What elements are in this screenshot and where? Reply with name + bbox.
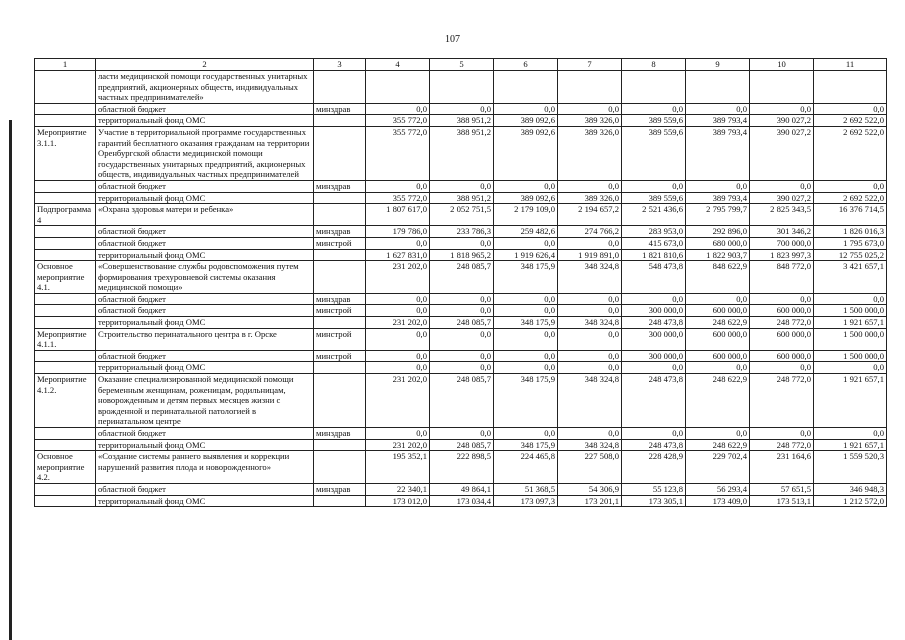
amount-cell: 2 692 522,0 <box>814 126 887 180</box>
amount-cell: 388 951,2 <box>430 126 494 180</box>
table-row <box>35 305 887 317</box>
amount-cell: 0,0 <box>750 103 814 115</box>
amount-cell: 0,0 <box>430 237 494 249</box>
amount-cell: 1 921 657,1 <box>814 374 887 428</box>
description-cell: областной бюджет <box>96 428 314 440</box>
activity-code-cell: Мероприятие 4.1.2. <box>35 374 96 428</box>
amount-cell: 600 000,0 <box>686 305 750 317</box>
table-row <box>35 374 887 428</box>
executor-cell <box>314 249 366 261</box>
table-row <box>35 483 887 495</box>
amount-cell: 0,0 <box>494 350 558 362</box>
amount-cell: 0,0 <box>494 362 558 374</box>
amount-cell: 700 000,0 <box>750 237 814 249</box>
activity-code-cell <box>35 237 96 249</box>
amount-cell: 248 473,8 <box>622 439 686 451</box>
amount-cell: 248 085,7 <box>430 439 494 451</box>
amount-cell: 600 000,0 <box>750 305 814 317</box>
activity-code-cell <box>35 103 96 115</box>
activity-code-cell: Мероприятие 3.1.1. <box>35 126 96 180</box>
table-body <box>35 71 887 507</box>
amount-cell: 0,0 <box>558 428 622 440</box>
amount-cell: 0,0 <box>494 293 558 305</box>
amount-cell: 1 823 997,3 <box>750 249 814 261</box>
amount-cell: 274 766,2 <box>558 226 622 238</box>
amount-cell: 231 164,6 <box>750 451 814 484</box>
amount-cell: 0,0 <box>558 362 622 374</box>
amount-cell <box>686 71 750 104</box>
description-cell: областной бюджет <box>96 350 314 362</box>
amount-cell: 389 559,6 <box>622 126 686 180</box>
amount-cell: 0,0 <box>750 428 814 440</box>
amount-cell: 248 772,0 <box>750 317 814 329</box>
description-cell: областной бюджет <box>96 180 314 192</box>
executor-cell: минстрой <box>314 237 366 249</box>
header-cell: 2 <box>96 59 314 71</box>
amount-cell: 0,0 <box>622 293 686 305</box>
table-row <box>35 237 887 249</box>
amount-cell: 355 772,0 <box>366 192 430 204</box>
amount-cell: 231 202,0 <box>366 261 430 294</box>
executor-cell: минстрой <box>314 350 366 362</box>
amount-cell: 231 202,0 <box>366 374 430 428</box>
amount-cell: 389 092,6 <box>494 192 558 204</box>
amount-cell: 2 692 522,0 <box>814 192 887 204</box>
amount-cell: 848 772,0 <box>750 261 814 294</box>
activity-code-cell <box>35 362 96 374</box>
description-cell: территориальный фонд ОМС <box>96 317 314 329</box>
amount-cell: 1 500 000,0 <box>814 350 887 362</box>
executor-cell <box>314 115 366 127</box>
executor-cell <box>314 261 366 294</box>
header-cell: 9 <box>686 59 750 71</box>
amount-cell: 300 000,0 <box>622 305 686 317</box>
amount-cell: 1 921 657,1 <box>814 317 887 329</box>
amount-cell: 22 340,1 <box>366 483 430 495</box>
header-cell: 4 <box>366 59 430 71</box>
executor-cell: минздрав <box>314 103 366 115</box>
header-row <box>35 59 887 71</box>
description-cell: «Создание системы раннего выявления и коррекции нарушений развития плода и новорожденного» <box>96 451 314 484</box>
amount-cell: 173 097,3 <box>494 495 558 507</box>
amount-cell: 1 821 810,6 <box>622 249 686 261</box>
table-row <box>35 71 887 104</box>
amount-cell: 248 772,0 <box>750 439 814 451</box>
amount-cell: 173 513,1 <box>750 495 814 507</box>
description-cell: территориальный фонд ОМС <box>96 192 314 204</box>
executor-cell <box>314 362 366 374</box>
header-cell: 11 <box>814 59 887 71</box>
amount-cell: 348 175,9 <box>494 374 558 428</box>
amount-cell: 173 012,0 <box>366 495 430 507</box>
amount-cell: 0,0 <box>558 103 622 115</box>
executor-cell <box>314 439 366 451</box>
amount-cell: 0,0 <box>494 428 558 440</box>
amount-cell: 600 000,0 <box>686 328 750 350</box>
amount-cell: 222 898,5 <box>430 451 494 484</box>
amount-cell: 57 651,5 <box>750 483 814 495</box>
table-row <box>35 293 887 305</box>
amount-cell: 348 175,9 <box>494 439 558 451</box>
amount-cell: 0,0 <box>494 180 558 192</box>
amount-cell: 388 951,2 <box>430 115 494 127</box>
amount-cell: 548 473,8 <box>622 261 686 294</box>
amount-cell: 355 772,0 <box>366 115 430 127</box>
activity-code-cell <box>35 293 96 305</box>
table-row <box>35 451 887 484</box>
amount-cell: 301 346,2 <box>750 226 814 238</box>
amount-cell: 0,0 <box>814 180 887 192</box>
amount-cell: 389 326,0 <box>558 126 622 180</box>
amount-cell: 248 085,7 <box>430 374 494 428</box>
amount-cell: 0,0 <box>366 103 430 115</box>
table-row <box>35 204 887 226</box>
table-row <box>35 428 887 440</box>
executor-cell <box>314 451 366 484</box>
header-cell: 3 <box>314 59 366 71</box>
table-row <box>35 192 887 204</box>
activity-code-cell <box>35 226 96 238</box>
amount-cell: 389 793,4 <box>686 126 750 180</box>
executor-cell <box>314 495 366 507</box>
activity-code-cell <box>35 495 96 507</box>
header-cell: 5 <box>430 59 494 71</box>
amount-cell: 2 795 799,7 <box>686 204 750 226</box>
amount-cell: 12 755 025,2 <box>814 249 887 261</box>
amount-cell: 259 482,6 <box>494 226 558 238</box>
amount-cell: 0,0 <box>366 237 430 249</box>
amount-cell: 173 034,4 <box>430 495 494 507</box>
executor-cell: минздрав <box>314 180 366 192</box>
amount-cell: 55 123,8 <box>622 483 686 495</box>
amount-cell: 0,0 <box>558 350 622 362</box>
amount-cell: 0,0 <box>494 103 558 115</box>
amount-cell: 0,0 <box>558 293 622 305</box>
amount-cell: 348 324,8 <box>558 374 622 428</box>
amount-cell: 231 202,0 <box>366 317 430 329</box>
amount-cell: 389 092,6 <box>494 115 558 127</box>
executor-cell: минздрав <box>314 226 366 238</box>
table-row <box>35 261 887 294</box>
amount-cell: 248 622,9 <box>686 374 750 428</box>
amount-cell: 0,0 <box>814 428 887 440</box>
table-row <box>35 115 887 127</box>
amount-cell: 231 202,0 <box>366 439 430 451</box>
amount-cell: 0,0 <box>814 293 887 305</box>
executor-cell <box>314 374 366 428</box>
amount-cell: 415 673,0 <box>622 237 686 249</box>
amount-cell: 348 324,8 <box>558 317 622 329</box>
amount-cell: 680 000,0 <box>686 237 750 249</box>
description-cell: областной бюджет <box>96 293 314 305</box>
amount-cell: 0,0 <box>430 180 494 192</box>
amount-cell: 1 822 903,7 <box>686 249 750 261</box>
amount-cell: 389 326,0 <box>558 192 622 204</box>
amount-cell: 390 027,2 <box>750 126 814 180</box>
amount-cell: 248 473,8 <box>622 374 686 428</box>
table-row <box>35 126 887 180</box>
amount-cell: 389 559,6 <box>622 115 686 127</box>
executor-cell: минстрой <box>314 328 366 350</box>
amount-cell: 49 864,1 <box>430 483 494 495</box>
amount-cell: 0,0 <box>366 328 430 350</box>
amount-cell: 348 175,9 <box>494 317 558 329</box>
amount-cell: 1 919 626,4 <box>494 249 558 261</box>
amount-cell <box>814 71 887 104</box>
amount-cell: 248 772,0 <box>750 374 814 428</box>
activity-code-cell <box>35 439 96 451</box>
table-row <box>35 362 887 374</box>
amount-cell: 389 793,4 <box>686 115 750 127</box>
amount-cell: 51 368,5 <box>494 483 558 495</box>
table-row <box>35 328 887 350</box>
amount-cell: 1 500 000,0 <box>814 305 887 317</box>
amount-cell: 16 376 714,5 <box>814 204 887 226</box>
amount-cell: 1 559 520,3 <box>814 451 887 484</box>
amount-cell: 0,0 <box>430 428 494 440</box>
amount-cell: 0,0 <box>750 293 814 305</box>
amount-cell: 389 326,0 <box>558 115 622 127</box>
executor-cell: минздрав <box>314 428 366 440</box>
amount-cell: 0,0 <box>622 428 686 440</box>
amount-cell: 56 293,4 <box>686 483 750 495</box>
amount-cell: 292 896,0 <box>686 226 750 238</box>
amount-cell: 54 306,9 <box>558 483 622 495</box>
amount-cell: 0,0 <box>366 428 430 440</box>
amount-cell: 0,0 <box>558 305 622 317</box>
amount-cell: 3 421 657,1 <box>814 261 887 294</box>
amount-cell: 0,0 <box>750 180 814 192</box>
description-cell: территориальный фонд ОМС <box>96 115 314 127</box>
amount-cell: 233 786,3 <box>430 226 494 238</box>
amount-cell <box>750 71 814 104</box>
amount-cell: 248 473,8 <box>622 317 686 329</box>
table-row <box>35 226 887 238</box>
amount-cell: 0,0 <box>558 328 622 350</box>
header-cell: 8 <box>622 59 686 71</box>
activity-code-cell: Основное мероприятие 4.2. <box>35 451 96 484</box>
header-cell: 1 <box>35 59 96 71</box>
description-cell: территориальный фонд ОМС <box>96 439 314 451</box>
amount-cell: 600 000,0 <box>686 350 750 362</box>
amount-cell: 0,0 <box>622 180 686 192</box>
amount-cell: 0,0 <box>430 305 494 317</box>
activity-code-cell <box>35 192 96 204</box>
amount-cell: 848 622,9 <box>686 261 750 294</box>
description-cell: «Совершенствование службы родовспоможения путем формирования трехуровневой системы оказания медицинской помощи» <box>96 261 314 294</box>
amount-cell: 2 521 436,6 <box>622 204 686 226</box>
amount-cell: 0,0 <box>494 237 558 249</box>
amount-cell: 0,0 <box>366 350 430 362</box>
executor-cell <box>314 192 366 204</box>
amount-cell: 0,0 <box>686 103 750 115</box>
table-row <box>35 350 887 362</box>
activity-code-cell: Основное мероприятие 4.1. <box>35 261 96 294</box>
amount-cell: 0,0 <box>430 103 494 115</box>
budget-table <box>34 58 887 507</box>
executor-cell: минздрав <box>314 293 366 305</box>
table-row <box>35 439 887 451</box>
executor-cell <box>314 204 366 226</box>
amount-cell: 229 702,4 <box>686 451 750 484</box>
executor-cell <box>314 317 366 329</box>
amount-cell: 0,0 <box>366 293 430 305</box>
amount-cell: 0,0 <box>430 350 494 362</box>
amount-cell <box>622 71 686 104</box>
amount-cell: 248 622,9 <box>686 439 750 451</box>
amount-cell: 2 052 751,5 <box>430 204 494 226</box>
description-cell: Участие в территориальной программе государственных гарантий бесплатного оказания гражданам на территории Оренбургской области медицинской помощи государственных унитарных предприятий, акционерных обществ, индивидуальных частных предпринимателей <box>96 126 314 180</box>
description-cell: областной бюджет <box>96 237 314 249</box>
description-cell: территориальный фонд ОМС <box>96 249 314 261</box>
amount-cell: 228 428,9 <box>622 451 686 484</box>
amount-cell: 0,0 <box>430 362 494 374</box>
description-cell: Строительство перинатального центра в г. Орске <box>96 328 314 350</box>
amount-cell: 195 352,1 <box>366 451 430 484</box>
amount-cell: 348 324,8 <box>558 261 622 294</box>
amount-cell <box>430 71 494 104</box>
amount-cell: 0,0 <box>686 428 750 440</box>
executor-cell: минстрой <box>314 305 366 317</box>
description-cell: областной бюджет <box>96 103 314 115</box>
amount-cell: 173 201,1 <box>558 495 622 507</box>
table-row <box>35 180 887 192</box>
amount-cell: 0,0 <box>750 362 814 374</box>
description-cell: областной бюджет <box>96 305 314 317</box>
description-cell: «Охрана здоровья матери и ребенка» <box>96 204 314 226</box>
amount-cell: 1 826 016,3 <box>814 226 887 238</box>
amount-cell: 248 085,7 <box>430 261 494 294</box>
amount-cell: 0,0 <box>686 180 750 192</box>
amount-cell: 1 919 891,0 <box>558 249 622 261</box>
amount-cell: 227 508,0 <box>558 451 622 484</box>
amount-cell: 0,0 <box>558 237 622 249</box>
amount-cell: 0,0 <box>430 328 494 350</box>
description-cell: областной бюджет <box>96 226 314 238</box>
description-cell: территориальный фонд ОМС <box>96 362 314 374</box>
amount-cell: 248 622,9 <box>686 317 750 329</box>
executor-cell <box>314 71 366 104</box>
description-cell: Оказание специализированной медицинской помощи беременным женщинам, роженицам, родильницам, новорожденным и детям первых месяцев жизни с врожденной и перинатальной патологией в перинатальном центре <box>96 374 314 428</box>
description-cell: территориальный фонд ОМС <box>96 495 314 507</box>
page-number: 107 <box>445 34 460 45</box>
amount-cell: 0,0 <box>814 103 887 115</box>
amount-cell: 390 027,2 <box>750 192 814 204</box>
amount-cell: 0,0 <box>494 328 558 350</box>
amount-cell: 0,0 <box>622 362 686 374</box>
activity-code-cell <box>35 305 96 317</box>
amount-cell: 0,0 <box>430 293 494 305</box>
amount-cell: 2 692 522,0 <box>814 115 887 127</box>
amount-cell: 346 948,3 <box>814 483 887 495</box>
amount-cell: 390 027,2 <box>750 115 814 127</box>
amount-cell: 1 627 831,0 <box>366 249 430 261</box>
amount-cell: 0,0 <box>366 305 430 317</box>
amount-cell: 348 324,8 <box>558 439 622 451</box>
amount-cell: 389 559,6 <box>622 192 686 204</box>
activity-code-cell: Мероприятие 4.1.1. <box>35 328 96 350</box>
header-cell: 7 <box>558 59 622 71</box>
amount-cell: 1 795 673,0 <box>814 237 887 249</box>
amount-cell: 283 953,0 <box>622 226 686 238</box>
amount-cell: 224 465,8 <box>494 451 558 484</box>
amount-cell: 388 951,2 <box>430 192 494 204</box>
amount-cell: 389 793,4 <box>686 192 750 204</box>
amount-cell: 1 818 965,2 <box>430 249 494 261</box>
executor-cell <box>314 126 366 180</box>
amount-cell: 300 000,0 <box>622 328 686 350</box>
binding-edge-rule <box>9 120 12 640</box>
amount-cell: 355 772,0 <box>366 126 430 180</box>
amount-cell: 0,0 <box>494 305 558 317</box>
activity-code-cell <box>35 483 96 495</box>
amount-cell: 0,0 <box>686 362 750 374</box>
amount-cell: 179 786,0 <box>366 226 430 238</box>
amount-cell: 173 305,1 <box>622 495 686 507</box>
amount-cell: 0,0 <box>686 293 750 305</box>
amount-cell: 0,0 <box>366 362 430 374</box>
activity-code-cell <box>35 317 96 329</box>
amount-cell <box>494 71 558 104</box>
amount-cell: 1 921 657,1 <box>814 439 887 451</box>
amount-cell: 389 092,6 <box>494 126 558 180</box>
amount-cell <box>366 71 430 104</box>
amount-cell: 2 179 109,0 <box>494 204 558 226</box>
amount-cell: 1 212 572,0 <box>814 495 887 507</box>
description-cell: областной бюджет <box>96 483 314 495</box>
amount-cell: 600 000,0 <box>750 350 814 362</box>
amount-cell: 248 085,7 <box>430 317 494 329</box>
amount-cell: 600 000,0 <box>750 328 814 350</box>
activity-code-cell <box>35 180 96 192</box>
amount-cell: 2 825 343,5 <box>750 204 814 226</box>
table-row <box>35 495 887 507</box>
amount-cell: 0,0 <box>622 103 686 115</box>
amount-cell: 2 194 657,2 <box>558 204 622 226</box>
activity-code-cell <box>35 428 96 440</box>
activity-code-cell <box>35 115 96 127</box>
amount-cell: 348 175,9 <box>494 261 558 294</box>
activity-code-cell <box>35 350 96 362</box>
amount-cell: 1 807 617,0 <box>366 204 430 226</box>
activity-code-cell: Подпрограмма 4 <box>35 204 96 226</box>
amount-cell: 0,0 <box>366 180 430 192</box>
amount-cell: 1 500 000,0 <box>814 328 887 350</box>
executor-cell: минздрав <box>314 483 366 495</box>
amount-cell: 173 409,0 <box>686 495 750 507</box>
amount-cell: 0,0 <box>814 362 887 374</box>
table-row <box>35 317 887 329</box>
description-cell: ласти медицинской помощи государственных унитарных предприятий, акционерных обществ, индивидуальных частных предпринимателей» <box>96 71 314 104</box>
table-row <box>35 103 887 115</box>
activity-code-cell <box>35 71 96 104</box>
amount-cell: 0,0 <box>558 180 622 192</box>
header-cell: 10 <box>750 59 814 71</box>
amount-cell <box>558 71 622 104</box>
activity-code-cell <box>35 249 96 261</box>
table-row <box>35 249 887 261</box>
amount-cell: 300 000,0 <box>622 350 686 362</box>
header-cell: 6 <box>494 59 558 71</box>
